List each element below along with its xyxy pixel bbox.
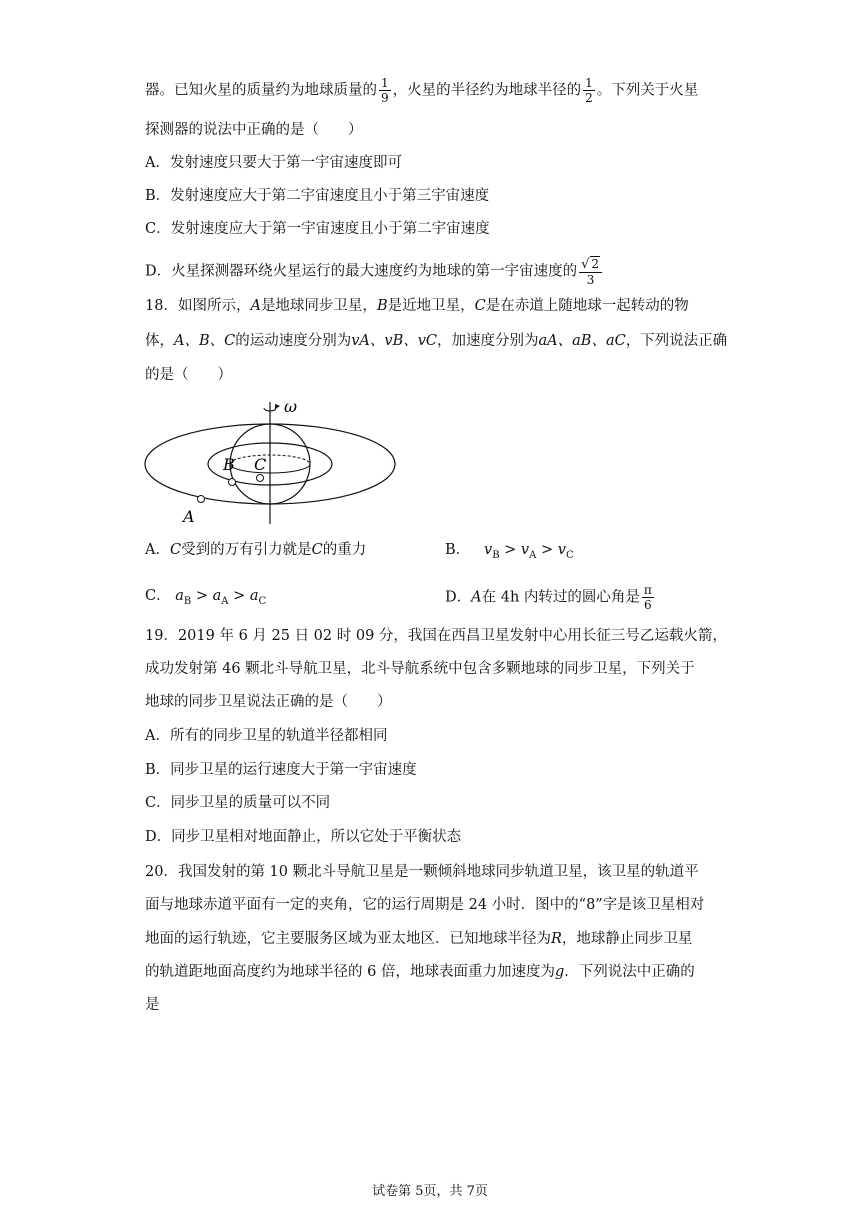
q18-line-1: 18．如图所示，A是地球同步卫星，B是近地卫星，C是在赤道上随地球一起转动的物 (145, 298, 689, 314)
q19-option-a: A．所有的同步卫星的轨道半径都相同 (145, 728, 388, 744)
q18-line-3: 的是（ ） (145, 367, 232, 383)
fraction-sqrt2-over-3: $\frac{√ 2}{3}$ (579, 256, 602, 287)
q18-option-b: B． $v_B > v_A > v_C$ (445, 542, 574, 561)
q18-option-a: A．C受到的万有引力就是C的重力 (145, 542, 367, 558)
q19-line-2: 成功发射第 46 颗北斗导航卫星，北斗导航系统中包含多颗地球的同步卫星，下列关于 (145, 661, 695, 677)
label-b: B (223, 455, 235, 474)
q20-line-4: 的轨道距地面高度约为地球半径的 6 倍，地球表面重力加速度为g．下列说法中正确的 (145, 964, 695, 980)
q17-text: 。下列关于火星 (596, 82, 699, 99)
q20-line-2: 面与地球赤道平面有一定的夹角，它的运行周期是 24 小时．图中的“8”字是该卫星相对 (145, 897, 705, 913)
q17-option-c: C．发射速度应大于第一宇宙速度且小于第二宇宙速度 (145, 221, 490, 237)
q20-line-1: 20．我国发射的第 10 颗北斗导航卫星是一颗倾斜地球同步轨道卫星，该卫星的轨道平 (145, 864, 699, 880)
q20-line-5: 是 (145, 997, 160, 1013)
q17-option-d: D．火星探测器环绕火星运行的最大速度约为地球的第一宇宙速度的 $\frac{√ 2}{3}$ (145, 256, 604, 287)
q18-option-d: D．A在 4h 内转过的圆心角是 $\frac{\pi}{6}$ (445, 583, 652, 612)
q20-line-3: 地面的运行轨迹，它主要服务区域为亚太地区．已知地球半径为R，地球静止同步卫星 (145, 931, 693, 947)
q19-line-3: 地球的同步卫星说法正确的是（ ） (145, 694, 392, 710)
satellite-a (198, 496, 205, 503)
q19-option-d: D．同步卫星相对地面静止，所以它处于平衡状态 (145, 829, 462, 845)
satellite-b (229, 479, 236, 486)
fraction-one-ninth: $\frac{1}{9}$ (381, 76, 389, 105)
q19-option-b: B．同步卫星的运行速度大于第一宇宙速度 (145, 762, 417, 778)
label-a: A (183, 507, 195, 526)
fraction-one-half: $\frac{1}{2}$ (585, 76, 593, 105)
q17-line-2: 探测器的说法中正确的是（ ） (145, 122, 363, 138)
q17-text: ，火星的半径约为地球半径的 (392, 82, 582, 99)
page-footer: 试卷第 5页，共 7页 (372, 1184, 488, 1199)
q17-option-b: B．发射速度应大于第二宇宙速度且小于第三宇宙速度 (145, 188, 490, 204)
orbit-figure (140, 398, 420, 528)
fraction-pi-over-6: $\frac{\pi}{6}$ (643, 583, 652, 612)
rotation-arrowhead (275, 404, 280, 409)
q17-option-a: A．发射速度只要大于第一宇宙速度即可 (145, 155, 402, 171)
q17-text: 器。已知火星的质量约为地球质量的 (145, 82, 377, 99)
omega-label: ω (284, 398, 298, 416)
label-c: C (254, 455, 267, 474)
q19-line-1: 19．2019 年 6 月 25 日 02 时 09 分，我国在西昌卫星发射中心用长征三号乙运载火箭， (145, 628, 727, 644)
q17-line-1 (145, 76, 698, 105)
q18-line-2: 体，A、B、C的运动速度分别为vA、vB、vC，加速度分别为aA、aB、aC，下列说法正确 (145, 333, 728, 349)
q18-option-c: C． $a_B > a_A > a_C$ (145, 588, 267, 607)
object-c (257, 475, 264, 482)
q19-option-c: C．同步卫星的质量可以不同 (145, 795, 331, 811)
